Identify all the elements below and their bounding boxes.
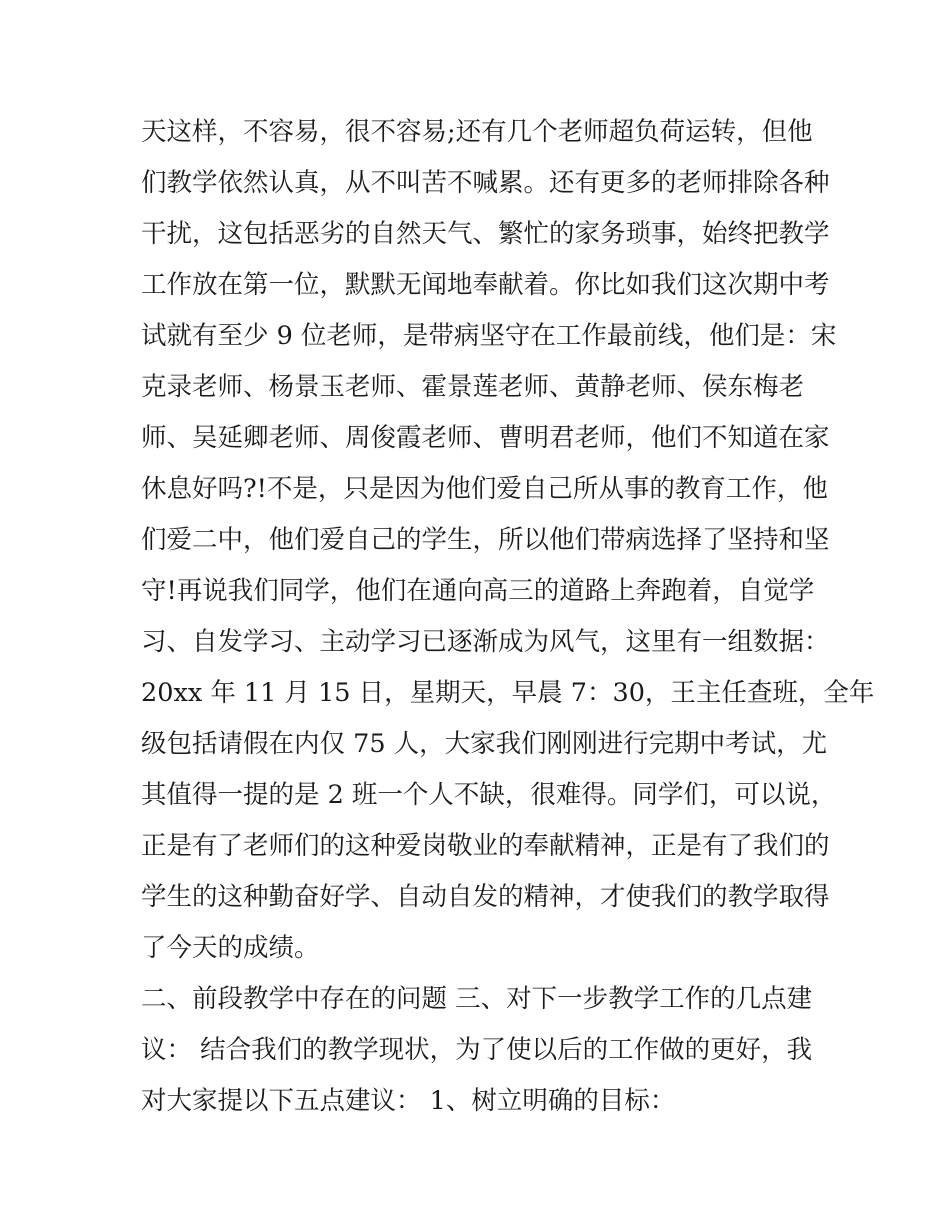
text-line: 学生的这种勤奋好学、自动自发的精神，才使我们的教学取得 [141, 882, 830, 912]
text-line: 天这样，不容易，很不容易;还有几个老师超负荷运转，但他 [141, 117, 813, 147]
text-line: 20xx 年 11 月 15 日，星期天，早晨 7：30，王主任查班，全年 [141, 678, 875, 708]
text-line: 们教学依然认真，从不叫苦不喊累。还有更多的老师排除各种 [141, 168, 830, 198]
text-line: 级包括请假在内仅 75 人，大家我们刚刚进行完期中考试，尤 [141, 729, 828, 759]
text-line: 工作放在第一位，默默无闻地奉献着。你比如我们这次期中考 [141, 270, 830, 300]
text-line: 习、自发学习、主动学习已逐渐成为风气，这里有一组数据： [141, 627, 830, 657]
text-line: 克录老师、杨景玉老师、霍景莲老师、黄静老师、侯东梅老 [141, 372, 805, 402]
section-heading-line: 二、前段教学中存在的问题 三、对下一步教学工作的几点建 [141, 984, 813, 1014]
text-line: 试就有至少 9 位老师，是带病坚守在工作最前线，他们是：宋 [141, 321, 837, 351]
text-line: 议： 结合我们的教学现状，为了使以后的工作做的更好，我 [141, 1035, 813, 1065]
body-text [141, 107, 875, 1127]
text-line: 干扰，这包括恶劣的自然天气、繁忙的家务琐事，始终把教学 [141, 219, 830, 249]
text-line: 其值得一提的是 2 班一个人不缺，很难得。同学们，可以说， [141, 780, 837, 810]
text-line: 守!再说我们同学，他们在通向高三的道路上奔跑着，自觉学 [141, 576, 815, 606]
text-line: 们爱二中，他们爱自己的学生，所以他们带病选择了坚持和坚 [141, 525, 830, 555]
text-line: 正是有了老师们的这种爱岗敬业的奉献精神，正是有了我们的 [141, 831, 830, 861]
text-line: 师、吴延卿老师、周俊霞老师、曹明君老师，他们不知道在家 [141, 423, 830, 453]
text-line: 休息好吗?!不是，只是因为他们爱自己所从事的教育工作，他 [141, 474, 828, 504]
text-line: 对大家提以下五点建议： 1、树立明确的目标： [141, 1086, 676, 1116]
text-line: 了今天的成绩。 [141, 933, 320, 963]
